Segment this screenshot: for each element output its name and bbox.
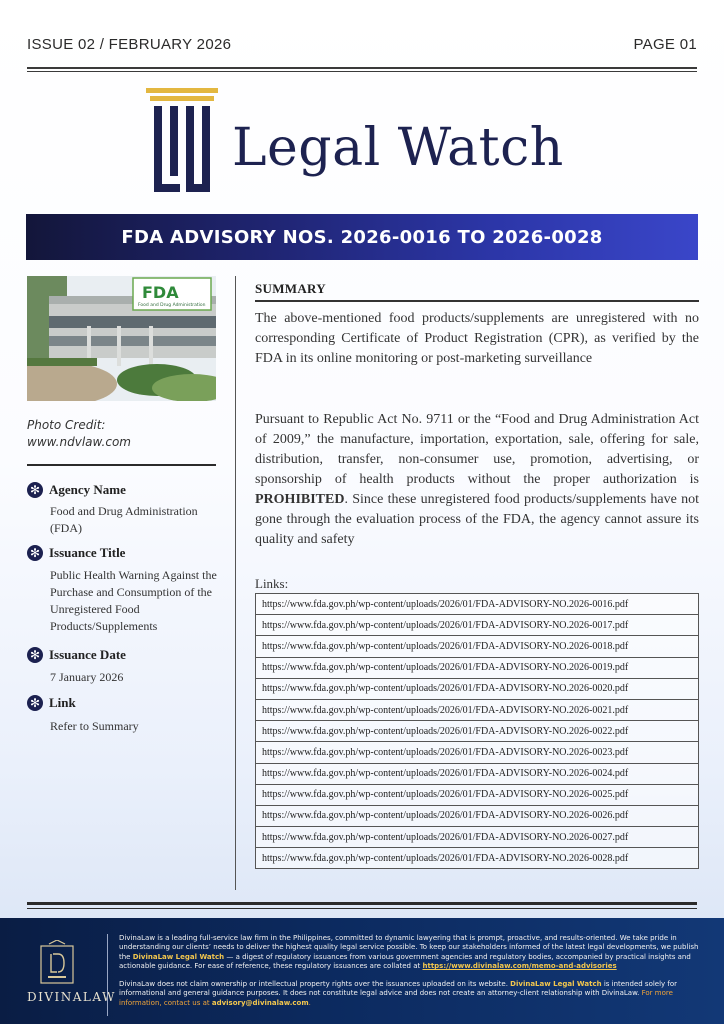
advisory-link[interactable]: https://www.fda.gov.ph/wp-content/uploads/2026/01/FDA-ADVISORY-NO.2026-0018.pdf <box>256 636 699 657</box>
photo-credit-label: Photo Credit: <box>27 418 106 432</box>
sidebar-divider <box>27 464 216 466</box>
table-row <box>256 657 699 678</box>
fda-sign-text: FDA <box>142 283 179 302</box>
legal-watch-highlight: DivinaLaw Legal Watch <box>132 952 225 961</box>
summary-rule <box>255 300 699 302</box>
link-heading <box>27 695 76 711</box>
memo-advisories-link[interactable]: https://www.divinalaw.com/memo-and-advisories <box>422 962 617 971</box>
asterisk-icon: ✻ <box>27 482 43 498</box>
fda-building-photo <box>27 276 216 401</box>
footer-disclaimer-a: DivinaLaw does not claim ownership or intellectual property rights over the issuances uploaded on its website. <box>119 980 511 988</box>
advisory-banner <box>26 214 698 260</box>
issuance-date-heading <box>27 647 126 663</box>
issuance-title-heading <box>27 545 125 561</box>
table-row <box>256 594 699 615</box>
advisory-link[interactable]: https://www.fda.gov.ph/wp-content/uploads/2026/01/FDA-ADVISORY-NO.2026-0020.pdf <box>256 678 699 699</box>
asterisk-icon: ✻ <box>27 545 43 561</box>
footer-period: . <box>308 998 311 1007</box>
table-row <box>256 848 699 869</box>
table-row <box>256 827 699 848</box>
summary-paragraph-1: The above-mentioned food products/supplements are unregistered with no corresponding Certificate of Product Registration (CPR), as verified by the FDA in its online monitoring or post-marketing surveillance <box>255 311 699 366</box>
photo-credit-url: www.ndvlaw.com <box>27 435 131 449</box>
lw-logo-icon <box>146 88 218 200</box>
footer-disclaimer-text <box>119 980 704 1008</box>
paragraph-2-text-a: Pursuant to Republic Act No. 9711 or the “Food and Drug Administration Act of 2009,” the manufacture, importation, exportation, sale, offering for sale, distribution, transfer, non-consumer use, promotion, advertising, or sponsorship of health products without the proper authorization is <box>255 412 699 487</box>
advisory-link[interactable]: https://www.fda.gov.ph/wp-content/uploads/2026/01/FDA-ADVISORY-NO.2026-0024.pdf <box>256 763 699 784</box>
table-row <box>256 636 699 657</box>
summary-heading: SUMMARY <box>255 281 326 296</box>
issuance-title-label: Issuance Title <box>49 545 126 560</box>
brand-title: Legal Watch <box>232 118 564 178</box>
footer-about-text <box>119 934 704 972</box>
issuance-date-label: Issuance Date <box>49 647 126 662</box>
footer-about-b: — a digest of regulatory issuances from various government agencies and regulatory bodies, accompanied by practical insights and actionable guidance. For ease of reference, these regulatory issuances are collated at <box>119 952 691 971</box>
links-table <box>255 593 699 869</box>
footer-divider <box>107 934 108 1016</box>
advisory-link[interactable]: https://www.fda.gov.ph/wp-content/uploads/2026/01/FDA-ADVISORY-NO.2026-0019.pdf <box>256 657 699 678</box>
contact-email-link[interactable]: advisory@divinalaw.com <box>211 998 309 1007</box>
advisory-link[interactable]: https://www.fda.gov.ph/wp-content/uploads/2026/01/FDA-ADVISORY-NO.2026-0026.pdf <box>256 805 699 826</box>
table-row <box>256 699 699 720</box>
column-divider <box>235 276 236 890</box>
table-row <box>256 678 699 699</box>
agency-heading <box>27 482 126 498</box>
header-rule <box>27 67 697 72</box>
advisory-link[interactable]: https://www.fda.gov.ph/wp-content/uploads/2026/01/FDA-ADVISORY-NO.2026-0025.pdf <box>256 784 699 805</box>
footer-about-a: DivinaLaw is a leading full-service law firm in the Philippines, committed to dynamic lawyering that is prompt, proactive, and results-oriented. We take pride in understanding our clients’ needs to deliver the highest quality legal service possible. To keep our stakeholders informed of the latest legal developments, we publish the <box>119 934 699 961</box>
fda-sign-subtext: Food and Drug Administration <box>138 303 206 308</box>
table-row <box>256 742 699 763</box>
divinalaw-logo-icon <box>40 940 74 984</box>
link-value: Refer to Summary <box>50 719 139 733</box>
asterisk-icon: ✻ <box>27 647 43 663</box>
issuance-title-value: Public Health Warning Against the Purchase and Consumption of the Unregistered Food Products/Supplements <box>50 568 217 633</box>
contact-prompt: For more information, contact us at <box>119 989 673 1007</box>
page-number: PAGE 01 <box>633 36 697 53</box>
advisory-link[interactable]: https://www.fda.gov.ph/wp-content/uploads/2026/01/FDA-ADVISORY-NO.2026-0021.pdf <box>256 699 699 720</box>
table-row <box>256 721 699 742</box>
issuance-date-value: 7 January 2026 <box>50 670 124 684</box>
advisory-link[interactable]: https://www.fda.gov.ph/wp-content/uploads/2026/01/FDA-ADVISORY-NO.2026-0017.pdf <box>256 615 699 636</box>
footer-rule-thin <box>27 908 697 909</box>
links-label: Links: <box>255 576 289 591</box>
divinalaw-wordmark: DIVINALAW <box>27 990 116 1004</box>
fda-building-image <box>27 276 216 401</box>
prohibited-emphasis: PROHIBITED <box>255 492 345 507</box>
agency-value: Food and Drug Administration (FDA) <box>50 504 198 535</box>
table-row <box>256 805 699 826</box>
summary-paragraph-2 <box>255 410 699 550</box>
footer-rule-thick <box>27 902 697 905</box>
agency-label: Agency Name <box>49 482 126 497</box>
link-label: Link <box>49 695 76 710</box>
asterisk-icon: ✻ <box>27 695 43 711</box>
banner-title: FDA ADVISORY NOS. 2026-0016 TO 2026-0028 <box>121 226 603 248</box>
advisory-link[interactable]: https://www.fda.gov.ph/wp-content/uploads/2026/01/FDA-ADVISORY-NO.2026-0022.pdf <box>256 721 699 742</box>
advisory-link[interactable]: https://www.fda.gov.ph/wp-content/uploads/2026/01/FDA-ADVISORY-NO.2026-0016.pdf <box>256 594 699 615</box>
issue-label: ISSUE 02 / FEBRUARY 2026 <box>27 36 232 53</box>
table-row <box>256 615 699 636</box>
advisory-link[interactable]: https://www.fda.gov.ph/wp-content/uploads/2026/01/FDA-ADVISORY-NO.2026-0028.pdf <box>256 848 699 869</box>
table-row <box>256 784 699 805</box>
legal-watch-highlight: DivinaLaw Legal Watch <box>510 980 602 988</box>
advisory-link[interactable]: https://www.fda.gov.ph/wp-content/uploads/2026/01/FDA-ADVISORY-NO.2026-0023.pdf <box>256 742 699 763</box>
footer-disclaimer-b: is intended solely for informational and general guidance purposes. It does not constitute legal advice and does not create an attorney-client relationship with DivinaLaw. <box>119 980 678 998</box>
paragraph-2-text-b: . Since these unregistered food products/supplements have not gone through the evaluation process of the FDA, the agency cannot assure its quality and safety <box>255 492 699 547</box>
advisory-link[interactable]: https://www.fda.gov.ph/wp-content/uploads/2026/01/FDA-ADVISORY-NO.2026-0027.pdf <box>256 827 699 848</box>
table-row <box>256 763 699 784</box>
